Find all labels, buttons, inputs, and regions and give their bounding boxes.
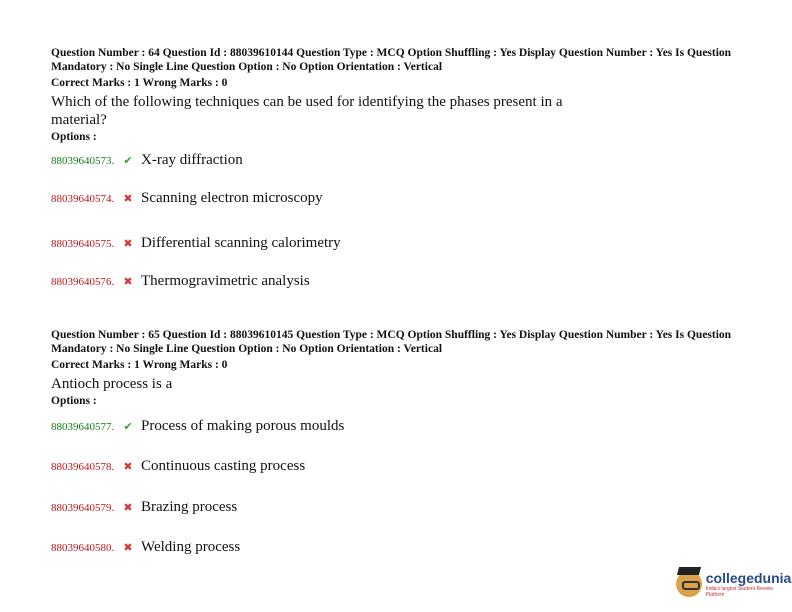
option-text: Differential scanning calorimetry <box>141 235 341 251</box>
option-text: Process of making porous moulds <box>141 418 345 434</box>
cross-icon: ✖ <box>123 502 133 514</box>
question-header: Question Number : 64 Question Id : 88039610144 Question Type : MCQ Option Shuffling : Yes Display Question Number : Yes Is Question Mandatory : No Single Line Question Option : No Option Orientation : Vertical <box>51 47 732 73</box>
option-item <box>51 458 305 475</box>
option-item <box>51 499 237 516</box>
option-id: 88039640580. <box>51 541 115 554</box>
cross-icon: ✖ <box>123 193 133 205</box>
option-item <box>51 152 243 169</box>
cross-icon: ✖ <box>123 276 133 288</box>
option-item <box>51 190 323 207</box>
option-text: Brazing process <box>141 499 238 515</box>
cross-icon: ✖ <box>123 542 133 554</box>
option-text: Welding process <box>141 539 241 555</box>
option-text: Thermogravimetric analysis <box>141 273 310 289</box>
options-label: Options : <box>51 131 97 143</box>
option-text: Continuous casting process <box>141 458 306 474</box>
check-icon: ✔ <box>123 421 133 433</box>
question-marks: Correct Marks : 1 Wrong Marks : 0 <box>51 359 228 371</box>
option-item <box>51 273 310 290</box>
collegedunia-logo <box>676 570 792 598</box>
option-id: 88039640578. <box>51 460 115 473</box>
question-header: Question Number : 65 Question Id : 88039610145 Question Type : MCQ Option Shuffling : Yes Display Question Number : Yes Is Question Mandatory : No Single Line Question Option : No Option Orientation : Vertical <box>51 329 732 355</box>
option-text: X-ray diffraction <box>141 152 243 168</box>
logo-name: collegedunia <box>705 570 792 586</box>
options-label: Options : <box>51 395 97 407</box>
question-64 <box>51 46 751 143</box>
mascot-icon <box>676 571 702 597</box>
option-item <box>51 235 341 252</box>
cross-icon: ✖ <box>123 238 133 250</box>
question-text: Which of the following techniques can be used for identifying the phases present in a material? <box>51 94 563 128</box>
option-item <box>51 418 344 435</box>
question-65 <box>51 328 751 407</box>
question-text: Antioch process is a <box>51 376 173 392</box>
option-id: 88039640579. <box>51 501 115 514</box>
option-id: 88039640575. <box>51 237 115 250</box>
cross-icon: ✖ <box>123 461 133 473</box>
option-id: 88039640573. <box>51 154 115 167</box>
check-icon: ✔ <box>123 155 133 167</box>
option-item <box>51 539 240 556</box>
option-id: 88039640577. <box>51 420 115 433</box>
logo-tagline: India's largest Student Review Platform <box>705 586 773 598</box>
option-text: Scanning electron microscopy <box>141 190 323 206</box>
question-marks: Correct Marks : 1 Wrong Marks : 0 <box>51 77 228 89</box>
option-id: 88039640574. <box>51 192 115 205</box>
option-id: 88039640576. <box>51 275 115 288</box>
